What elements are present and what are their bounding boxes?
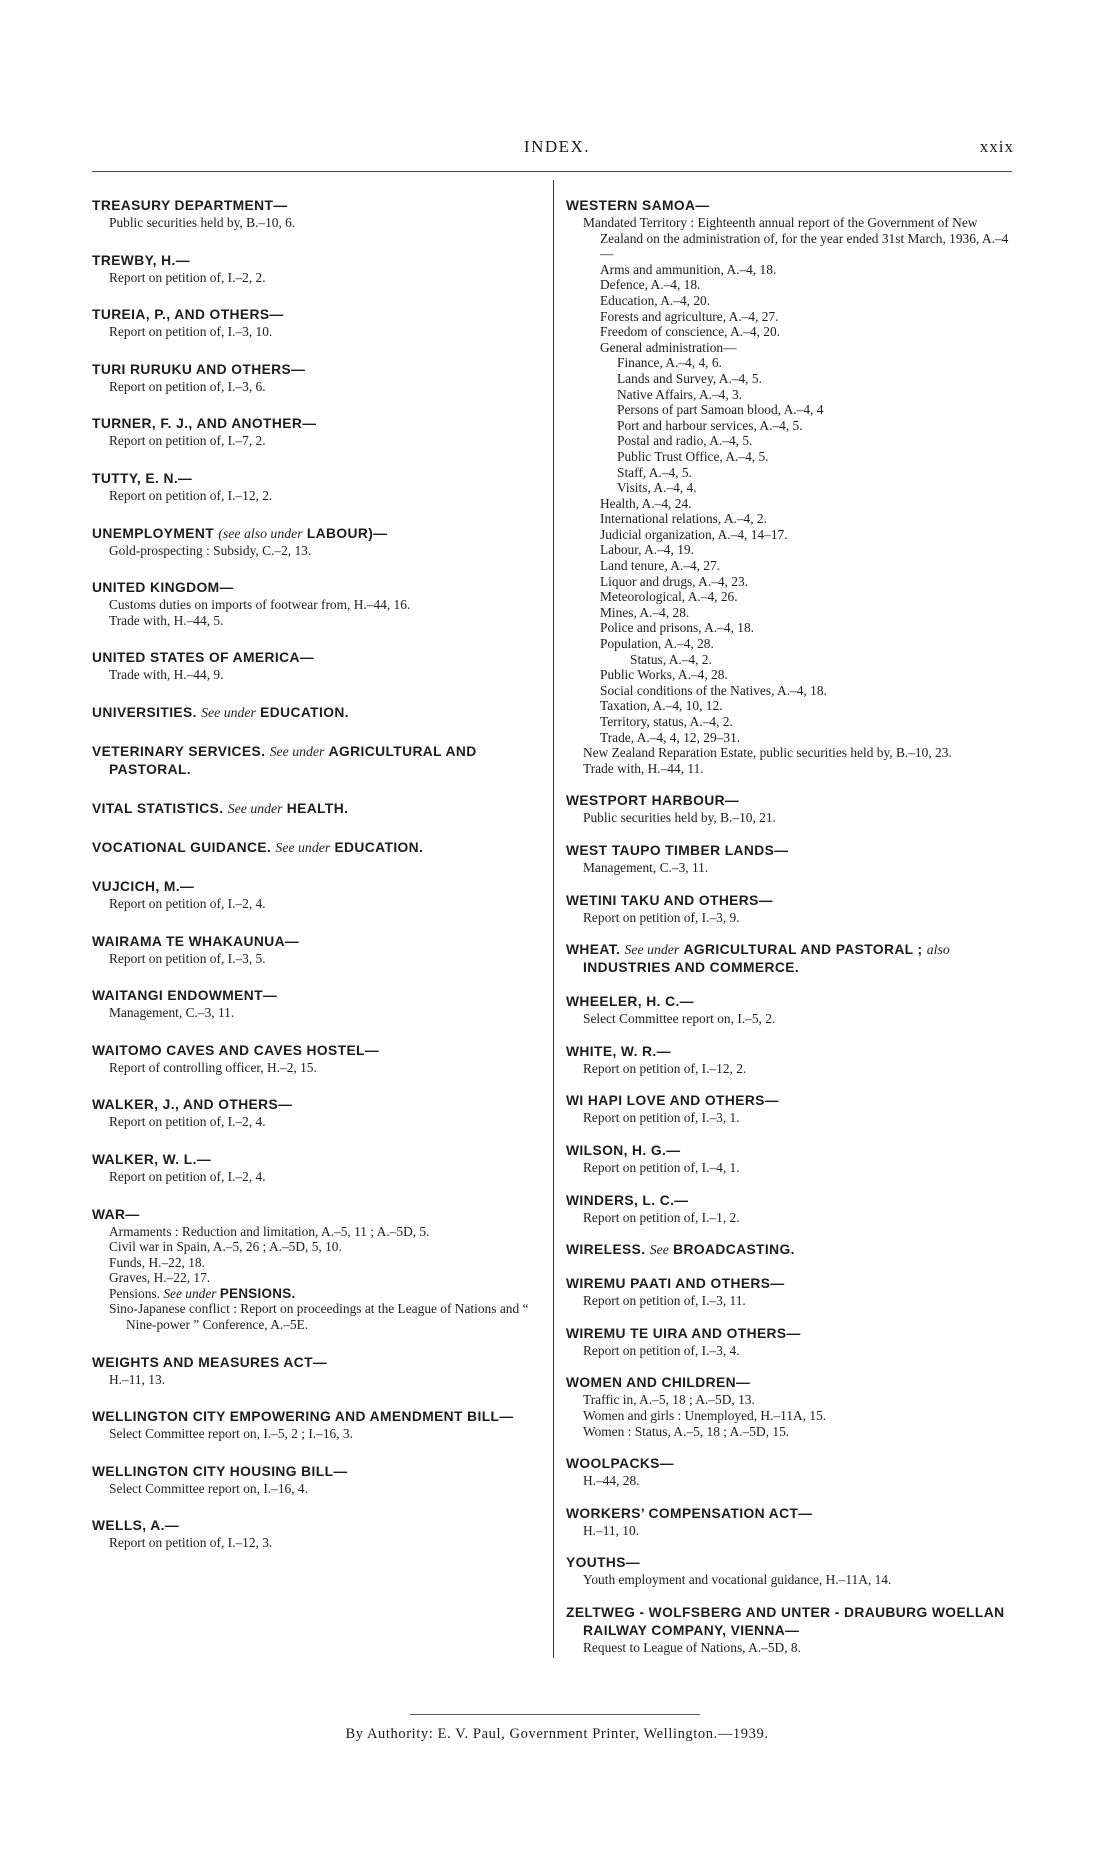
entry-reference: Social conditions of the Natives, A.–4, 18. (600, 682, 827, 698)
entry-reference: H.–11, 13. (109, 1371, 166, 1387)
entry-reference: Public Trust Office, A.–4, 5. (617, 448, 769, 464)
entry-reference: Gold-prospecting : Subsidy, C.–2, 13. (109, 542, 312, 558)
index-entry-western-samoa (566, 197, 1016, 776)
index-entry (566, 1604, 1016, 1656)
index-entry (92, 415, 544, 449)
cross-ref-target: AGRICULTURAL AND PASTORAL. (109, 743, 477, 777)
entry-reference: Trade with, H.–44, 9. (109, 667, 224, 683)
entry-heading: WOOLPACKS— (566, 1456, 674, 1472)
entry-reference: H.–11, 10. (583, 1522, 640, 1538)
index-entry (566, 1142, 1016, 1176)
entry-heading: WILSON, H. G.— (566, 1142, 681, 1158)
index-entry (92, 1463, 544, 1497)
heading-text: VETERINARY SERVICES. (92, 743, 266, 759)
heading-text: WHEAT. (566, 942, 621, 958)
entry-heading: TUREIA, P., AND OTHERS— (92, 307, 284, 323)
entry-reference: Report on petition of, I.–3, 1. (583, 1110, 740, 1126)
samoa-general-administration (566, 355, 1016, 495)
entry-reference: Public Works, A.–4, 28. (600, 667, 728, 683)
entry-reference: Select Committee report on, I.–16, 4. (109, 1480, 308, 1496)
entry-reference: Freedom of conscience, A.–4, 20. (600, 324, 780, 340)
entry-heading: WHITE, W. R.— (566, 1043, 671, 1059)
entry-reference: Mandated Territory : Eighteenth annual report of the Government of New Zealand on the administration of, for the year ended 31st March, 1936, A.–4— (583, 215, 1009, 262)
page-header (0, 137, 1114, 161)
cross-ref-target: AGRICULTURAL AND PASTORAL ; (683, 942, 923, 958)
entry-reference: Management, C.–3, 11. (583, 859, 709, 875)
cross-ref-word: See under (275, 839, 331, 855)
cross-ref-word: See (649, 1242, 669, 1258)
entry-reference: Public securities held by, B.–10, 21. (583, 810, 776, 826)
entry-reference: Civil war in Spain, A.–5, 26 ; A.–5D, 5, 10. (109, 1239, 342, 1255)
index-entry (566, 1505, 1016, 1539)
entry-heading: WI HAPI LOVE AND OTHERS— (566, 1093, 779, 1109)
index-entry (92, 649, 544, 683)
entry-reference: Persons of part Samoan blood, A.–4, 4 (617, 402, 824, 418)
entry-reference: Education, A.–4, 20. (600, 292, 711, 308)
entry-heading (92, 800, 544, 818)
entry-heading: YOUTHS— (566, 1555, 641, 1571)
entry-reference: Report on petition of, I.–3, 6. (109, 378, 266, 394)
entry-reference: Police and prisons, A.–4, 18. (600, 620, 754, 636)
index-entry (566, 842, 1016, 876)
entry-heading: TREASURY DEPARTMENT— (92, 198, 288, 213)
entry-reference: Mines, A.–4, 28. (600, 604, 690, 620)
cross-ref-word: See under (201, 704, 256, 720)
footer-rule (410, 1714, 700, 1715)
entry-heading (566, 941, 1016, 977)
cross-ref-target: LABOUR)— (306, 525, 388, 541)
entry-reference: Report on petition of, I.–3, 4. (583, 1342, 740, 1358)
entry-reference: Armaments : Reduction and limitation, A.–5, 11 ; A.–5D, 5. (109, 1223, 430, 1239)
entry-reference: Native Affairs, A.–4, 3. (617, 386, 743, 402)
entry-heading: WOMEN AND CHILDREN— (566, 1375, 751, 1391)
column-divider (553, 180, 554, 1658)
index-entry (92, 987, 544, 1021)
index-entry (566, 1455, 1016, 1489)
cross-ref-word: See under (269, 743, 325, 759)
entry-heading: WHEELER, H. C.— (566, 994, 694, 1010)
entry-reference: Trade with, H.–44, 11. (583, 760, 704, 776)
index-entry (92, 1096, 544, 1130)
cross-ref-target: INDUSTRIES AND COMMERCE. (583, 960, 800, 976)
entry-reference: Report on petition of, I.–2, 4. (109, 1168, 266, 1184)
cross-ref-word: (see also under (218, 525, 303, 541)
entry-reference: Staff, A.–4, 5. (617, 464, 692, 480)
entry-heading (92, 839, 544, 857)
cross-ref-target: BROADCASTING. (673, 1242, 795, 1258)
entry-reference: Report on petition of, I.–12, 2. (583, 1060, 747, 1076)
page-title: INDEX. (523, 137, 591, 156)
entry-heading: TUTTY, E. N.— (92, 470, 193, 486)
entry-reference: Funds, H.–22, 18. (109, 1254, 205, 1270)
entry-heading: WALKER, J., AND OTHERS— (92, 1097, 293, 1113)
entry-reference: Select Committee report on, I.–5, 2 ; I.–16, 3. (109, 1426, 353, 1442)
entry-reference: Judicial organization, A.–4, 14–17. (600, 526, 788, 542)
index-entry (566, 1325, 1016, 1359)
index-entry (92, 579, 544, 628)
index-entry (92, 1517, 544, 1551)
index-entry (92, 361, 544, 395)
entry-reference: Traffic in, A.–5, 18 ; A.–5D, 13. (583, 1392, 755, 1408)
entry-heading (92, 743, 544, 779)
index-entry (92, 800, 544, 818)
entry-heading: WAIRAMA TE WHAKAUNUA— (92, 933, 300, 949)
entry-reference: Request to League of Nations, A.–5D, 8. (583, 1639, 801, 1655)
entry-reference: Forests and agriculture, A.–4, 27. (600, 308, 779, 324)
index-entry (566, 941, 1016, 977)
entry-heading: WEST TAUPO TIMBER LANDS— (566, 842, 789, 858)
entry-heading: VUJCICH, M.— (92, 878, 195, 894)
cross-ref-word: also (926, 942, 950, 958)
index-entry (92, 839, 544, 857)
right-column (566, 197, 1016, 1655)
samoa-topics (566, 496, 1016, 652)
index-entry (92, 525, 544, 559)
index-entry (566, 1275, 1016, 1309)
entry-heading: TREWBY, H.— (92, 252, 190, 268)
entry-reference: Population, A.–4, 28. (600, 636, 714, 652)
index-entry (92, 306, 544, 340)
entry-reference: Women and girls : Unemployed, H.–11A, 15. (583, 1407, 827, 1423)
entry-reference: Labour, A.–4, 19. (600, 542, 694, 558)
entry-heading: UNITED KINGDOM— (92, 580, 234, 596)
entry-reference: Territory, status, A.–4, 2. (600, 714, 733, 729)
cross-ref-word: See under (624, 942, 680, 958)
entry-reference: Management, C.–3, 11. (109, 1005, 235, 1021)
index-entry (92, 1042, 544, 1076)
heading-text: VITAL STATISTICS. (92, 800, 224, 816)
heading-text: UNEMPLOYMENT (92, 525, 215, 541)
cross-ref-target: PENSIONS. (219, 1285, 296, 1301)
index-entry (92, 704, 544, 722)
entry-reference: H.–44, 28. (583, 1473, 640, 1489)
entry-reference: Report on petition of, I.–12, 3. (109, 1535, 273, 1551)
entry-heading: WINDERS, L. C.— (566, 1192, 689, 1208)
entry-reference: Graves, H.–22, 17. (109, 1270, 211, 1286)
entry-heading: ZELTWEG - WOLFSBERG AND UNTER - DRAUBURG WOELLAN RAILWAY COMPANY, VIENNA— (566, 1604, 1005, 1638)
entry-reference: International relations, A.–4, 2. (600, 511, 767, 527)
header-rule (92, 171, 1012, 172)
cross-ref-word: See under (163, 1285, 217, 1301)
index-entry (92, 1354, 544, 1388)
entry-reference: General administration— (600, 339, 737, 355)
index-entry (566, 1043, 1016, 1077)
heading-text: VOCATIONAL GUIDANCE. (92, 839, 272, 855)
entry-reference: Postal and radio, A.–4, 5. (617, 433, 753, 449)
index-entry (566, 1374, 1016, 1439)
entry-heading (566, 1241, 1016, 1259)
entry-reference: Report on petition of, I.–3, 5. (109, 950, 266, 966)
index-entry (566, 993, 1016, 1027)
entry-heading: WELLINGTON CITY HOUSING BILL— (92, 1463, 348, 1479)
entry-reference: Lands and Survey, A.–4, 5. (617, 370, 762, 386)
printer-imprint: By Authority: E. V. Paul, Government Printer, Wellington.—1939. (345, 1726, 769, 1742)
entry-reference: Status, A.–4, 2. (630, 651, 712, 667)
entry-reference: Trade, A.–4, 4, 12, 29–31. (600, 729, 741, 745)
samoa-topics (566, 262, 1016, 356)
entry-heading: WAR— (92, 1206, 140, 1222)
entry-reference: Report on petition of, I.–3, 10. (109, 324, 273, 340)
index-entry (566, 1554, 1016, 1588)
entry-reference: Visits, A.–4, 4. (617, 480, 697, 496)
entry-heading: UNITED STATES OF AMERICA— (92, 650, 315, 666)
entry-heading: WAITANGI ENDOWMENT— (92, 988, 278, 1004)
index-entry (566, 892, 1016, 926)
index-entry (92, 743, 544, 779)
entry-reference: Report on petition of, I.–7, 2. (109, 433, 266, 449)
entry-heading (92, 704, 544, 722)
pensions-label: Pensions. (109, 1285, 160, 1301)
entry-reference: Report on petition of, I.–1, 2. (583, 1209, 740, 1225)
index-entry (566, 792, 1016, 826)
entry-reference (92, 1286, 544, 1302)
entry-heading (92, 525, 544, 543)
entry-reference: Report on petition of, I.–3, 11. (583, 1293, 746, 1309)
entry-reference: Report of controlling officer, H.–2, 15. (109, 1059, 317, 1075)
entry-heading: WESTPORT HARBOUR— (566, 793, 740, 809)
entry-reference: Port and harbour services, A.–4, 5. (617, 417, 803, 433)
entry-heading: WALKER, W. L.— (92, 1151, 212, 1167)
entry-reference: Women : Status, A.–5, 18 ; A.–5D, 15. (583, 1423, 790, 1439)
entry-reference: Customs duties on imports of footwear from, H.–44, 16. (109, 597, 411, 613)
entry-reference: Liquor and drugs, A.–4, 23. (600, 573, 749, 589)
samoa-topics (566, 667, 1016, 745)
entry-reference: Meteorological, A.–4, 26. (600, 589, 738, 605)
entry-reference: Trade with, H.–44, 5. (109, 612, 224, 628)
index-entry (92, 470, 544, 504)
entry-reference: Report on petition of, I.–12, 2. (109, 487, 273, 503)
entry-reference: Youth employment and vocational guidance, H.–11A, 14. (583, 1572, 892, 1588)
index-entry (92, 197, 544, 231)
entry-reference: Report on petition of, I.–2, 4. (109, 895, 266, 911)
entry-heading: WEIGHTS AND MEASURES ACT— (92, 1354, 328, 1370)
heading-text: WIRELESS. (566, 1242, 646, 1258)
entry-reference: Report on petition of, I.–4, 1. (583, 1159, 740, 1175)
cross-ref-word: See under (227, 800, 283, 816)
heading-text: UNIVERSITIES. (92, 704, 197, 720)
index-entry (92, 1206, 544, 1333)
index-entry (92, 252, 544, 286)
entry-heading: WETINI TAKU AND OTHERS— (566, 892, 773, 908)
entry-heading: WORKERS’ COMPENSATION ACT— (566, 1505, 813, 1521)
entry-heading: WAITOMO CAVES AND CAVES HOSTEL— (92, 1042, 380, 1058)
cross-ref-target: EDUCATION. (334, 839, 424, 855)
index-entry (92, 1408, 544, 1442)
cross-ref-target: HEALTH. (286, 800, 349, 816)
entry-heading: TURNER, F. J., AND ANOTHER— (92, 416, 317, 432)
entry-reference: New Zealand Reparation Estate, public securities held by, B.–10, 23. (583, 745, 952, 761)
entry-heading: WIREMU TE UIRA AND OTHERS— (566, 1325, 801, 1341)
entry-reference: Arms and ammunition, A.–4, 18. (600, 261, 777, 277)
entry-heading: WELLINGTON CITY EMPOWERING AND AMENDMENT BILL— (92, 1409, 514, 1425)
index-entry (92, 1151, 544, 1185)
left-column (92, 197, 544, 1551)
entry-reference: Report on petition of, I.–3, 9. (583, 909, 740, 925)
entry-reference: Finance, A.–4, 4, 6. (617, 355, 722, 371)
index-entry (566, 1241, 1016, 1259)
cross-ref-target: EDUCATION. (260, 704, 349, 720)
entry-reference: Sino-Japanese conflict : Report on proceedings at the League of Nations and “ Nine-power ” Conference, A.–5E. (109, 1301, 529, 1333)
entry-reference: Report on petition of, I.–2, 4. (109, 1114, 266, 1130)
index-entry (92, 878, 544, 912)
entry-reference: Defence, A.–4, 18. (600, 277, 701, 293)
index-entry (566, 1192, 1016, 1226)
entry-heading: TURI RURUKU AND OTHERS— (92, 361, 306, 377)
entry-heading: WESTERN SAMOA— (566, 198, 710, 213)
entry-heading: WIREMU PAATI AND OTHERS— (566, 1276, 785, 1292)
entry-reference: Select Committee report on, I.–5, 2. (583, 1011, 776, 1027)
index-entry (92, 933, 544, 967)
entry-reference: Report on petition of, I.–2, 2. (109, 269, 266, 285)
index-entry (566, 1092, 1016, 1126)
entry-reference: Taxation, A.–4, 10, 12. (600, 698, 723, 714)
entry-reference: Land tenure, A.–4, 27. (600, 558, 721, 574)
entry-heading: WELLS, A.— (92, 1518, 180, 1534)
entry-reference: Health, A.–4, 24. (600, 495, 692, 511)
page-number: xxix (979, 137, 1014, 156)
entry-reference: Public securities held by, B.–10, 6. (109, 215, 296, 230)
